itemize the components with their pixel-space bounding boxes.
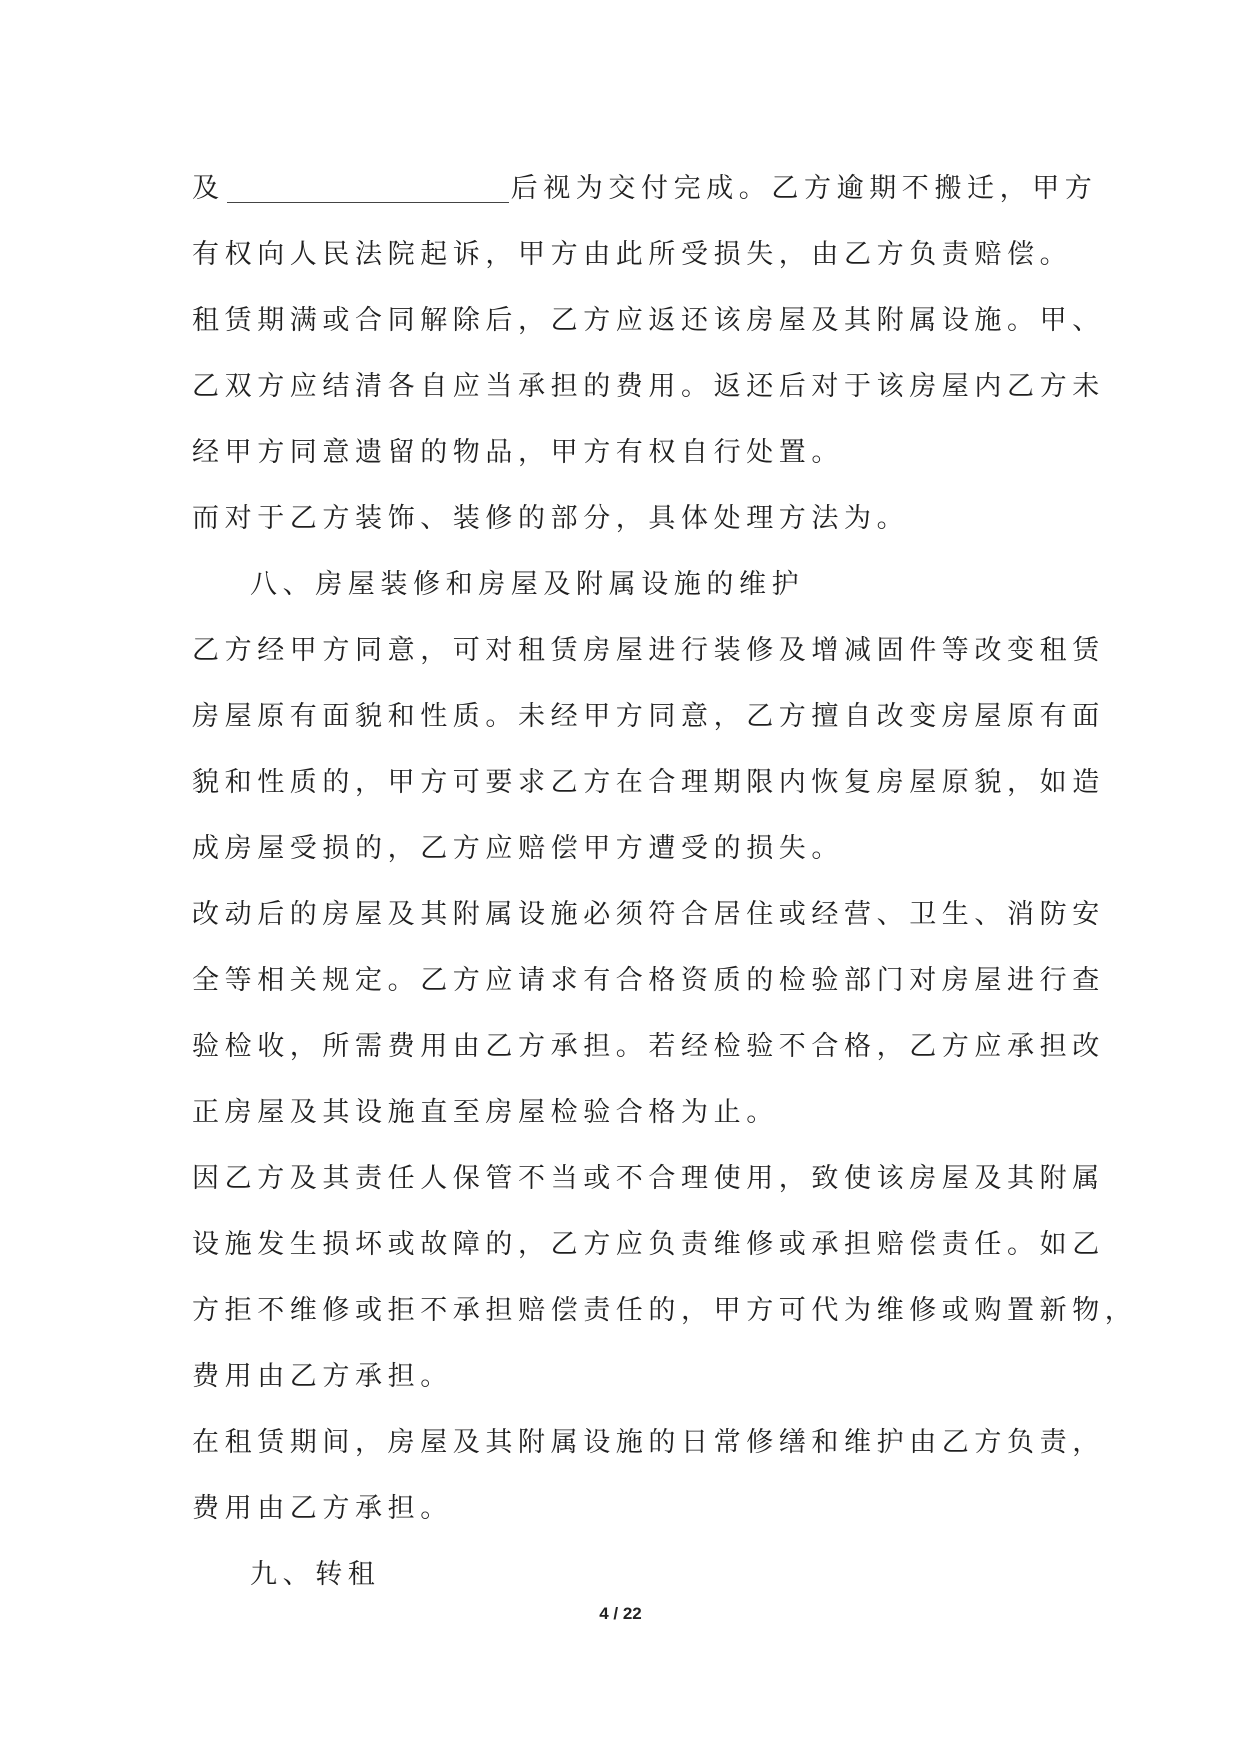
section-heading: 九、转租 xyxy=(250,1559,381,1590)
text-line xyxy=(192,156,1098,222)
text-line: 全等相关规定。乙方应请求有合格资质的检验部门对房屋进行查 xyxy=(192,965,1105,996)
fill-in-blank xyxy=(227,162,509,203)
text-line: 房屋原有面貌和性质。未经甲方同意，乙方擅自改变房屋原有面 xyxy=(192,701,1105,732)
text-line: 租赁期满或合同解除后，乙方应返还该房屋及其附属设施。甲、 xyxy=(192,305,1105,336)
text-line: 而对于乙方装饰、装修的部分，具体处理方法为。 xyxy=(192,503,910,534)
text-line: 经甲方同意遗留的物品，甲方有权自行处置。 xyxy=(192,437,844,468)
text-line: 乙方经甲方同意，可对租赁房屋进行装修及增减固件等改变租赁 xyxy=(192,635,1105,666)
text-line: 正房屋及其设施直至房屋检验合格为止。 xyxy=(192,1097,779,1128)
text-line: 因乙方及其责任人保管不当或不合理使用，致使该房屋及其附属 xyxy=(192,1163,1105,1194)
text-line: 验检收，所需费用由乙方承担。若经检验不合格，乙方应承担改 xyxy=(192,1031,1105,1062)
text-line: 成房屋受损的，乙方应赔偿甲方遭受的损失。 xyxy=(192,833,844,864)
text-line: 费用由乙方承担。 xyxy=(192,1361,453,1392)
text-line: 方拒不维修或拒不承担赔偿责任的，甲方可代为维修或购置新物， xyxy=(192,1295,1138,1326)
text-line: 设施发生损坏或故障的，乙方应负责维修或承担赔偿责任。如乙 xyxy=(192,1229,1105,1260)
text-line: 在租赁期间，房屋及其附属设施的日常修缮和维护由乙方负责， xyxy=(192,1427,1105,1458)
text-line: 改动后的房屋及其附属设施必须符合居住或经营、卫生、消防安 xyxy=(192,899,1105,930)
document-body xyxy=(192,156,1138,1608)
text-line: 费用由乙方承担。 xyxy=(192,1493,453,1524)
text-line: 乙双方应结清各自应当承担的费用。返还后对于该房屋内乙方未 xyxy=(192,371,1105,402)
section-heading: 八、房屋装修和房屋及附属设施的维护 xyxy=(250,569,805,600)
page-number: 4 / 22 xyxy=(599,1604,642,1623)
text-line: 貌和性质的，甲方可要求乙方在合理期限内恢复房屋原貌，如造 xyxy=(192,767,1105,798)
line-text: 及 xyxy=(192,173,225,204)
text-line: 有权向人民法院起诉，甲方由此所受损失，由乙方负责赔偿。 xyxy=(192,239,1073,270)
line-text-after-blank: 后视为交付完成。乙方逾期不搬迁，甲方 xyxy=(510,173,1098,204)
